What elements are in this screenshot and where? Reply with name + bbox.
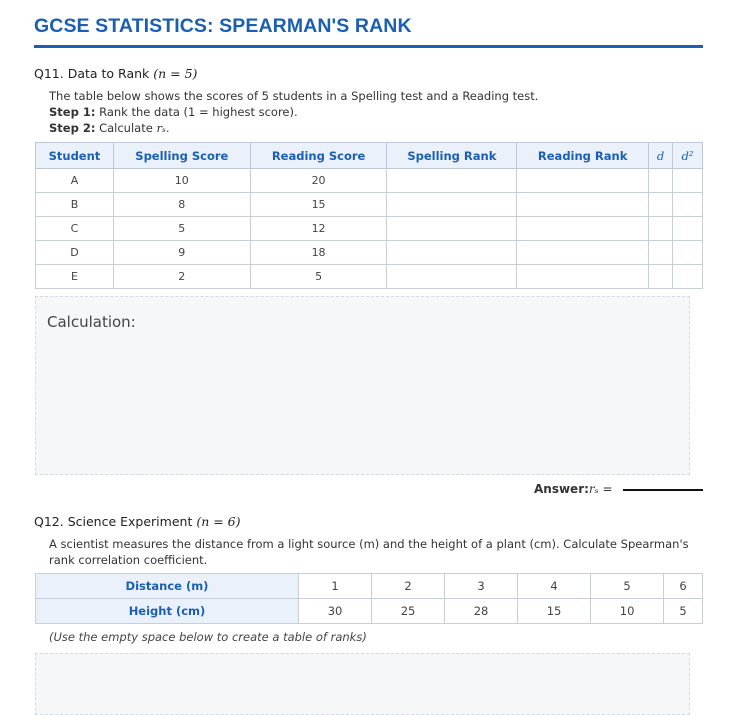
d-squared-cell[interactable]	[672, 193, 702, 217]
height-cell: 15	[518, 599, 591, 624]
spelling-rank-cell[interactable]	[387, 217, 517, 241]
reading-score-cell: 5	[250, 265, 387, 289]
height-cell: 30	[299, 599, 372, 624]
distance-cell: 5	[591, 574, 664, 599]
d-cell[interactable]	[649, 193, 673, 217]
spelling-rank-cell[interactable]	[387, 241, 517, 265]
height-cell: 10	[591, 599, 664, 624]
spelling-rank-cell[interactable]	[387, 169, 517, 193]
d-cell[interactable]	[649, 265, 673, 289]
student-cell: C	[36, 217, 114, 241]
table-row	[36, 217, 703, 241]
answer-label: Answer:	[534, 482, 589, 496]
calculation-area[interactable]	[35, 296, 690, 475]
distance-cell: 3	[445, 574, 518, 599]
d-squared-cell[interactable]	[672, 265, 702, 289]
q12-heading	[34, 514, 241, 529]
reading-score-cell: 20	[250, 169, 387, 193]
col-header-d: d	[649, 143, 673, 169]
reading-rank-cell[interactable]	[517, 241, 649, 265]
q12-data-table	[35, 573, 703, 624]
q11-sample-size: (n = 5)	[153, 66, 198, 81]
d-squared-cell[interactable]	[672, 217, 702, 241]
spelling-score-cell: 5	[113, 217, 250, 241]
table-row	[36, 241, 703, 265]
reading-rank-cell[interactable]	[517, 217, 649, 241]
q11-step2-label: Step 2:	[49, 121, 96, 135]
q11-step1-text: Rank the data (1 = highest score).	[99, 105, 298, 119]
d-squared-cell[interactable]	[672, 241, 702, 265]
col-header-reading-rank: Reading Rank	[517, 143, 649, 169]
height-cell: 5	[664, 599, 703, 624]
d-cell[interactable]	[649, 169, 673, 193]
q11-step1-label: Step 1:	[49, 105, 96, 119]
student-cell: B	[36, 193, 114, 217]
distance-cell: 6	[664, 574, 703, 599]
d-squared-cell[interactable]	[672, 169, 702, 193]
table-row	[36, 265, 703, 289]
q11-step2-symbol: rₛ.	[156, 121, 170, 135]
q12-intro: A scientist measures the distance from a light source (m) and the height of a plant (cm). Calculate Spearman's rank correlation coefficient.	[49, 537, 689, 567]
table-header-row	[36, 143, 703, 169]
q11-step2	[49, 120, 169, 136]
answer-symbol: rₛ =	[588, 482, 613, 496]
spelling-score-cell: 2	[113, 265, 250, 289]
q11-title: Q11. Data to Rank	[34, 66, 150, 81]
q12-sample-size: (n = 6)	[196, 514, 241, 529]
height-cell: 25	[372, 599, 445, 624]
col-header-student: Student	[36, 143, 114, 169]
spelling-score-cell: 8	[113, 193, 250, 217]
height-cell: 28	[445, 599, 518, 624]
answer-label-group	[534, 482, 613, 496]
calculation-label: Calculation:	[47, 313, 136, 331]
d-cell[interactable]	[649, 217, 673, 241]
student-cell: E	[36, 265, 114, 289]
reading-rank-cell[interactable]	[517, 193, 649, 217]
reading-score-cell: 15	[250, 193, 387, 217]
table-row	[36, 193, 703, 217]
table-row	[36, 169, 703, 193]
table-row	[36, 574, 703, 599]
distance-label-cell: Distance (m)	[36, 574, 299, 599]
answer-line[interactable]	[623, 489, 703, 491]
spelling-score-cell: 10	[113, 169, 250, 193]
col-header-d-squared: d²	[672, 143, 702, 169]
col-header-spelling-score: Spelling Score	[113, 143, 250, 169]
q11-step2-text: Calculate	[99, 121, 153, 135]
reading-rank-cell[interactable]	[517, 265, 649, 289]
table-row	[36, 599, 703, 624]
q11-intro: The table below shows the scores of 5 students in a Spelling test and a Reading test.	[49, 89, 539, 103]
height-label-cell: Height (cm)	[36, 599, 299, 624]
distance-cell: 1	[299, 574, 372, 599]
reading-rank-cell[interactable]	[517, 169, 649, 193]
q12-note: (Use the empty space below to create a table of ranks)	[49, 630, 367, 644]
col-header-reading-score: Reading Score	[250, 143, 387, 169]
spelling-rank-cell[interactable]	[387, 193, 517, 217]
page-title: GCSE STATISTICS: SPEARMAN'S RANK	[34, 15, 412, 37]
rank-table-work-area[interactable]	[35, 653, 690, 715]
reading-score-cell: 12	[250, 217, 387, 241]
student-cell: A	[36, 169, 114, 193]
reading-score-cell: 18	[250, 241, 387, 265]
q11-data-table	[35, 142, 703, 289]
q11-heading	[34, 66, 197, 81]
distance-cell: 4	[518, 574, 591, 599]
spelling-rank-cell[interactable]	[387, 265, 517, 289]
student-cell: D	[36, 241, 114, 265]
d-cell[interactable]	[649, 241, 673, 265]
q12-title: Q12. Science Experiment	[34, 514, 193, 529]
title-divider	[34, 45, 703, 48]
col-header-spelling-rank: Spelling Rank	[387, 143, 517, 169]
distance-cell: 2	[372, 574, 445, 599]
q11-step1	[49, 104, 298, 120]
spelling-score-cell: 9	[113, 241, 250, 265]
